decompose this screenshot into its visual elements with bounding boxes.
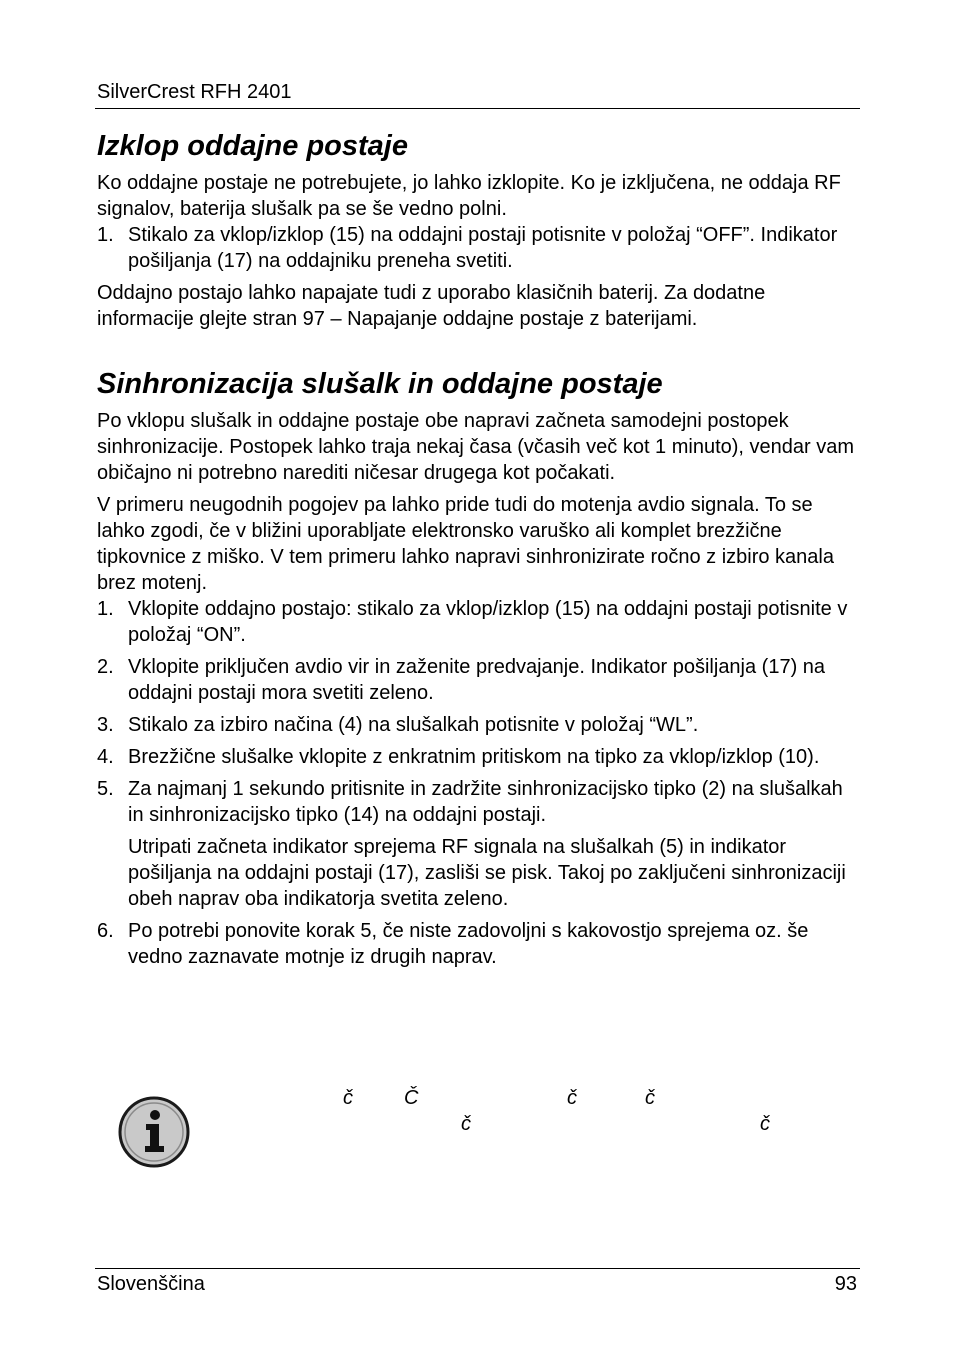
section2-title: Sinhronizacija slušalk in oddajne postaje (97, 368, 663, 400)
section2-para2: V primeru neugodnih pogojev pa lahko pride tudi do motenja avdio signala. To se lahko zgodi, če v bližini uporabljate elektronsko varuško ali komplet brezžične tipkovnice z miško. V tem primeru lahko napravi sinhronizirate ročno z izbiro kanala brez motenj. (97, 494, 834, 594)
list-item (97, 918, 862, 970)
list-item-text: Vklopite priključen avdio vir in zaženite predvajanje. Indikator pošiljanja (17) na oddajni postaji mora svetiti zeleno. (128, 656, 826, 704)
list-item-text: Po potrebi ponovite korak 5, če niste zadovoljni s kakovostjo sprejema oz. še vedno zaznavate motnje iz drugih naprav. (128, 920, 809, 968)
list-item-text: Vklopite oddajno postajo: stikalo za vklop/izklop (15) na oddajni postaji potisnite v položaj “ON”. (128, 598, 848, 646)
list-item (97, 654, 862, 706)
list-item (97, 776, 862, 912)
footer-rule (95, 1268, 860, 1269)
section1-title: Izklop oddajne postaje (97, 130, 408, 162)
list-item (97, 596, 862, 648)
header-rule (95, 108, 860, 109)
note-glyph: č (645, 1087, 655, 1109)
list-item-text: Stikalo za vklop/izklop (15) na oddajni postaji potisnite v položaj “OFF”. Indikator pošiljanja (17) na oddajniku preneha svetiti. (128, 224, 838, 272)
list-item (97, 222, 862, 274)
list-item-text: Brezžične slušalke vklopite z enkratnim pritiskom na tipko za vklop/izklop (10). (128, 746, 820, 768)
section1-intro: Ko oddajne postaje ne potrebujete, jo lahko izklopite. Ko je izključena, ne oddaja RF signalov, baterija slušalk pa se še vedno polni. (97, 172, 841, 220)
info-icon (118, 1096, 190, 1168)
section1-steps (97, 222, 862, 274)
list-item-number: 3. (97, 714, 114, 736)
list-item-number: 5. (97, 778, 114, 800)
page-content (97, 128, 862, 970)
list-item-subparagraph: Utripati začneta indikator sprejema RF signala na slušalkah (5) in indikator pošiljanja na oddajni postaji (17), zasliši se pisk. Takoj po zaključeni sinhronizaciji obeh naprav oba indikatorja svetita zeleno. (128, 836, 846, 910)
list-item-text: Stikalo za izbiro načina (4) na slušalkah potisnite v položaj “WL”. (128, 714, 699, 736)
footer-language: Slovenščina (97, 1273, 205, 1295)
note-glyph: č (343, 1087, 353, 1109)
list-item-number: 2. (97, 656, 114, 678)
section1-outro: Oddajno postajo lahko napajate tudi z uporabo klasičnih baterij. Za dodatne informacije glejte stran 97 – Napajanje oddajne postaje z baterijami. (97, 282, 766, 330)
list-item (97, 712, 862, 738)
note-glyph: Č (404, 1087, 419, 1109)
note-glyph: č (461, 1113, 471, 1135)
page-number: 93 (834, 1273, 857, 1295)
list-item-number: 1. (97, 598, 114, 620)
section2-para1: Po vklopu slušalk in oddajne postaje obe napravi začneta samodejni postopek sinhronizacije. Postopek lahko traja nekaj časa (včasih več kot 1 minuto), vendar vam običajno ni potrebno narediti ničesar drugega kot počakati. (97, 410, 855, 484)
list-item-number: 4. (97, 746, 114, 768)
header-product: SilverCrest RFH 2401 (97, 81, 292, 103)
list-item (97, 744, 862, 770)
list-item-number: 1. (97, 224, 114, 246)
section2-steps (97, 596, 862, 970)
list-item-number: 6. (97, 920, 114, 942)
note-glyph: č (567, 1087, 577, 1109)
note-glyph: č (760, 1113, 770, 1135)
list-item-text: Za najmanj 1 sekundo pritisnite in zadržite sinhronizacijsko tipko (2) na slušalkah in sinhronizacijsko tipko (14) na oddajni postaji. (128, 778, 843, 826)
